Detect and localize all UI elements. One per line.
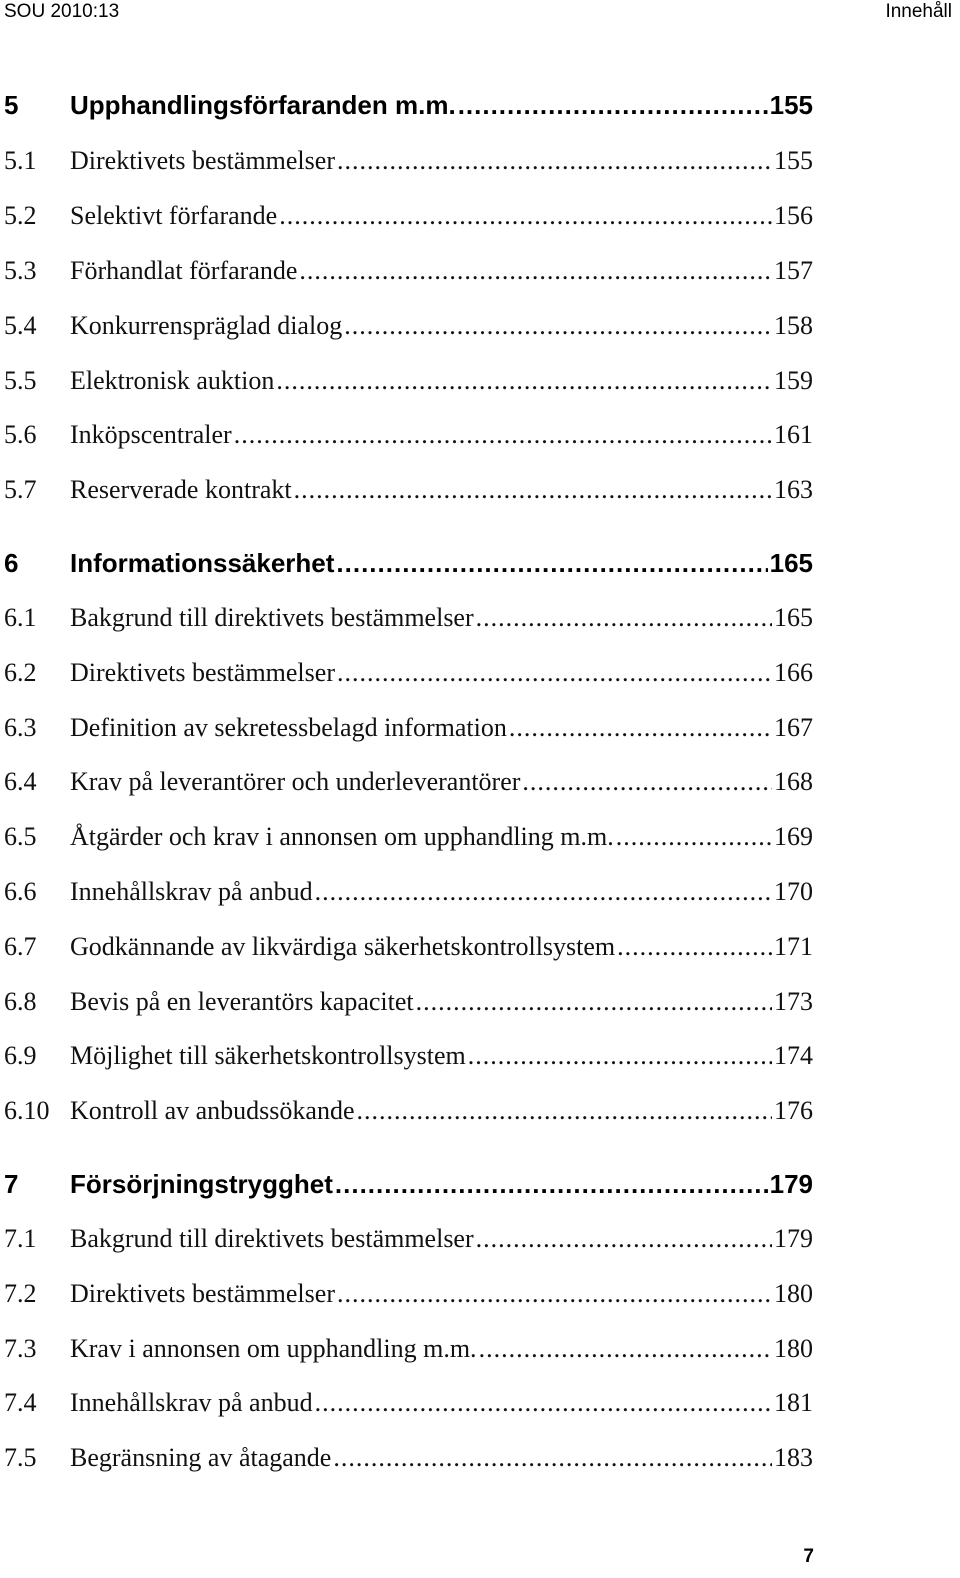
toc-entry-title: Direktivets bestämmelser <box>70 1278 335 1308</box>
toc-entry <box>70 877 813 907</box>
dot-leader <box>509 713 772 743</box>
toc-entry-number: 6.1 <box>4 602 37 632</box>
toc-entry-number: 5.4 <box>4 310 37 340</box>
running-header-left: SOU 2010:13 <box>4 1 120 22</box>
toc-entry <box>70 90 813 121</box>
dot-leader <box>479 1334 772 1364</box>
dot-leader <box>522 767 772 797</box>
toc-section-row[interactable] <box>0 1266 960 1321</box>
toc-entry <box>70 548 813 579</box>
toc-entry <box>70 1443 813 1473</box>
toc-section-row[interactable] <box>0 244 960 299</box>
toc-entry-page: 163 <box>774 475 813 505</box>
toc-entry-page: 171 <box>774 931 813 961</box>
toc-entry-number: 6.8 <box>4 986 37 1016</box>
toc-entry-page: 155 <box>769 89 813 120</box>
toc-section-row[interactable] <box>0 1212 960 1267</box>
toc-entry-number: 7 <box>4 1168 19 1199</box>
toc-entry <box>70 311 813 341</box>
toc-section-row[interactable] <box>0 1029 960 1084</box>
toc-entry-number: 6 <box>4 547 19 578</box>
dot-leader <box>344 311 772 341</box>
toc-entry-number: 6.3 <box>4 712 37 742</box>
toc-entry <box>70 932 813 962</box>
toc-entry-page: 170 <box>774 876 813 906</box>
toc-entry-number: 6.10 <box>4 1096 50 1126</box>
toc-entry-title: Informationssäkerhet <box>70 547 335 578</box>
toc-entry-number: 7.1 <box>4 1223 37 1253</box>
toc-entry <box>70 987 813 1017</box>
dot-leader <box>476 603 772 633</box>
toc-entry-number: 7.4 <box>4 1388 37 1418</box>
toc-entry <box>70 1334 813 1364</box>
toc-section-row[interactable] <box>0 810 960 865</box>
toc-entry <box>70 201 813 231</box>
toc-section-row[interactable] <box>0 1431 960 1486</box>
toc-entry-page: 179 <box>769 1168 813 1199</box>
toc-entry-title: Bakgrund till direktivets bestämmelser <box>70 602 474 632</box>
toc-entry-page: 168 <box>774 767 813 797</box>
table-of-contents <box>0 76 960 1486</box>
toc-section-row[interactable] <box>0 919 960 974</box>
toc-entry <box>70 366 813 396</box>
toc-entry-page: 165 <box>769 547 813 578</box>
toc-entry-number: 5.6 <box>4 420 37 450</box>
dot-leader <box>315 1388 772 1418</box>
dot-leader <box>276 366 772 396</box>
toc-entry-page: 180 <box>774 1278 813 1308</box>
toc-entry-title: Elektronisk auktion <box>70 365 275 395</box>
toc-entry-page: 173 <box>774 986 813 1016</box>
dot-leader <box>337 146 772 176</box>
toc-entry-number: 6.4 <box>4 767 37 797</box>
toc-entry-number: 5.3 <box>4 255 37 285</box>
toc-entry-page: 158 <box>774 310 813 340</box>
toc-entry-page: 180 <box>774 1333 813 1363</box>
toc-entry-title: Innehållskrav på anbud <box>70 876 313 906</box>
toc-section-row[interactable] <box>0 189 960 244</box>
toc-chapter-row[interactable] <box>0 76 960 134</box>
toc-entry <box>70 1096 813 1126</box>
toc-entry <box>70 256 813 286</box>
toc-entry-page: 167 <box>774 712 813 742</box>
toc-entry-number: 5.7 <box>4 475 37 505</box>
toc-entry-number: 5 <box>4 89 19 120</box>
toc-entry-number: 6.7 <box>4 931 37 961</box>
dot-leader <box>333 1443 772 1473</box>
toc-section-row[interactable] <box>0 1321 960 1376</box>
toc-entry-title: Definition av sekretessbelagd information <box>70 712 507 742</box>
toc-section-row[interactable] <box>0 134 960 189</box>
dot-leader <box>468 1041 772 1071</box>
toc-section-row[interactable] <box>0 1376 960 1431</box>
toc-entry-title: Konkurrenspräglad dialog <box>70 310 343 340</box>
toc-section-row[interactable] <box>0 700 960 755</box>
toc-section-row[interactable] <box>0 298 960 353</box>
toc-entry-number: 7.2 <box>4 1278 37 1308</box>
dot-leader <box>335 1169 768 1200</box>
toc-entry <box>70 1279 813 1309</box>
toc-entry <box>70 475 813 505</box>
toc-entry <box>70 658 813 688</box>
toc-entry-title: Begränsning av åtagande <box>70 1443 332 1473</box>
toc-entry-page: 156 <box>774 201 813 231</box>
toc-entry-page: 179 <box>774 1223 813 1253</box>
toc-section-row[interactable] <box>0 865 960 920</box>
toc-section-row[interactable] <box>0 755 960 810</box>
toc-chapter-row[interactable] <box>0 536 960 591</box>
toc-entry <box>70 146 813 176</box>
dot-leader <box>416 987 772 1017</box>
dot-leader <box>299 256 772 286</box>
dot-leader <box>337 1279 772 1309</box>
toc-entry <box>70 1224 813 1254</box>
dot-leader <box>476 1224 772 1254</box>
toc-entry-page: 155 <box>774 146 813 176</box>
toc-entry-title: Direktivets bestämmelser <box>70 657 335 687</box>
toc-entry-page: 161 <box>774 420 813 450</box>
toc-section-row[interactable] <box>0 463 960 518</box>
toc-entry <box>70 713 813 743</box>
toc-entry-number: 6.5 <box>4 822 37 852</box>
dot-leader <box>279 201 772 231</box>
dot-leader <box>315 877 772 907</box>
toc-entry <box>70 822 813 852</box>
toc-entry-page: 165 <box>774 602 813 632</box>
dot-leader <box>294 475 772 505</box>
toc-entry-number: 5.2 <box>4 201 37 231</box>
toc-entry-number: 5.5 <box>4 365 37 395</box>
toc-entry <box>70 1041 813 1071</box>
toc-entry <box>70 767 813 797</box>
toc-entry-title: Selektivt förfarande <box>70 201 278 231</box>
toc-section-row[interactable] <box>0 591 960 646</box>
dot-leader <box>617 932 772 962</box>
dot-leader <box>234 420 772 450</box>
running-header-right: Innehåll <box>885 1 952 22</box>
toc-entry <box>70 1169 813 1200</box>
toc-section-row[interactable] <box>0 1084 960 1139</box>
toc-entry-page: 169 <box>774 822 813 852</box>
toc-entry-title: Krav på leverantörer och underleverantörer <box>70 767 521 797</box>
dot-leader <box>357 1096 772 1126</box>
toc-entry-title: Inköpscentraler <box>70 420 232 450</box>
toc-section-row[interactable] <box>0 645 960 700</box>
toc-entry-title: Direktivets bestämmelser <box>70 146 335 176</box>
toc-entry <box>70 1388 813 1418</box>
toc-entry-title: Krav i annonsen om upphandling m.m. <box>70 1333 477 1363</box>
toc-entry-number: 6.2 <box>4 657 37 687</box>
toc-entry-title: Förhandlat förfarande <box>70 255 298 285</box>
toc-entry-title: Godkännande av likvärdiga säkerhetskontrollsystem <box>70 931 616 961</box>
toc-entry-title: Kontroll av anbudssökande <box>70 1096 355 1126</box>
toc-section-row[interactable] <box>0 974 960 1029</box>
dot-leader <box>616 822 772 852</box>
toc-chapter-row[interactable] <box>0 1157 960 1212</box>
toc-entry-number: 6.6 <box>4 876 37 906</box>
toc-entry-number: 5.1 <box>4 146 37 176</box>
toc-entry-title: Möjlighet till säkerhetskontrollsystem <box>70 1041 466 1071</box>
toc-entry-page: 157 <box>774 255 813 285</box>
toc-section-row[interactable] <box>0 408 960 463</box>
toc-section-row[interactable] <box>0 353 960 408</box>
toc-entry <box>70 603 813 633</box>
toc-entry-number: 7.5 <box>4 1443 37 1473</box>
toc-entry-title: Åtgärder och krav i annonsen om upphandling m.m. <box>70 822 614 852</box>
toc-entry-number: 6.9 <box>4 1041 37 1071</box>
toc-entry-page: 174 <box>774 1041 813 1071</box>
page-number: 7 <box>803 1546 814 1567</box>
dot-leader <box>458 90 768 121</box>
toc-entry-page: 176 <box>774 1096 813 1126</box>
dot-leader <box>336 548 767 579</box>
toc-entry-page: 181 <box>774 1388 813 1418</box>
toc-entry <box>70 420 813 450</box>
toc-entry-title: Bevis på en leverantörs kapacitet <box>70 986 414 1016</box>
toc-entry-page: 159 <box>774 365 813 395</box>
toc-entry-title: Försörjningstrygghet <box>70 1168 333 1199</box>
toc-entry-title: Upphandlingsförfaranden m.m. <box>70 89 456 120</box>
toc-entry-title: Innehållskrav på anbud <box>70 1388 313 1418</box>
toc-entry-page: 183 <box>774 1443 813 1473</box>
dot-leader <box>337 658 772 688</box>
toc-entry-page: 166 <box>774 657 813 687</box>
toc-entry-title: Reserverade kontrakt <box>70 475 292 505</box>
toc-entry-number: 7.3 <box>4 1333 37 1363</box>
toc-entry-title: Bakgrund till direktivets bestämmelser <box>70 1223 474 1253</box>
